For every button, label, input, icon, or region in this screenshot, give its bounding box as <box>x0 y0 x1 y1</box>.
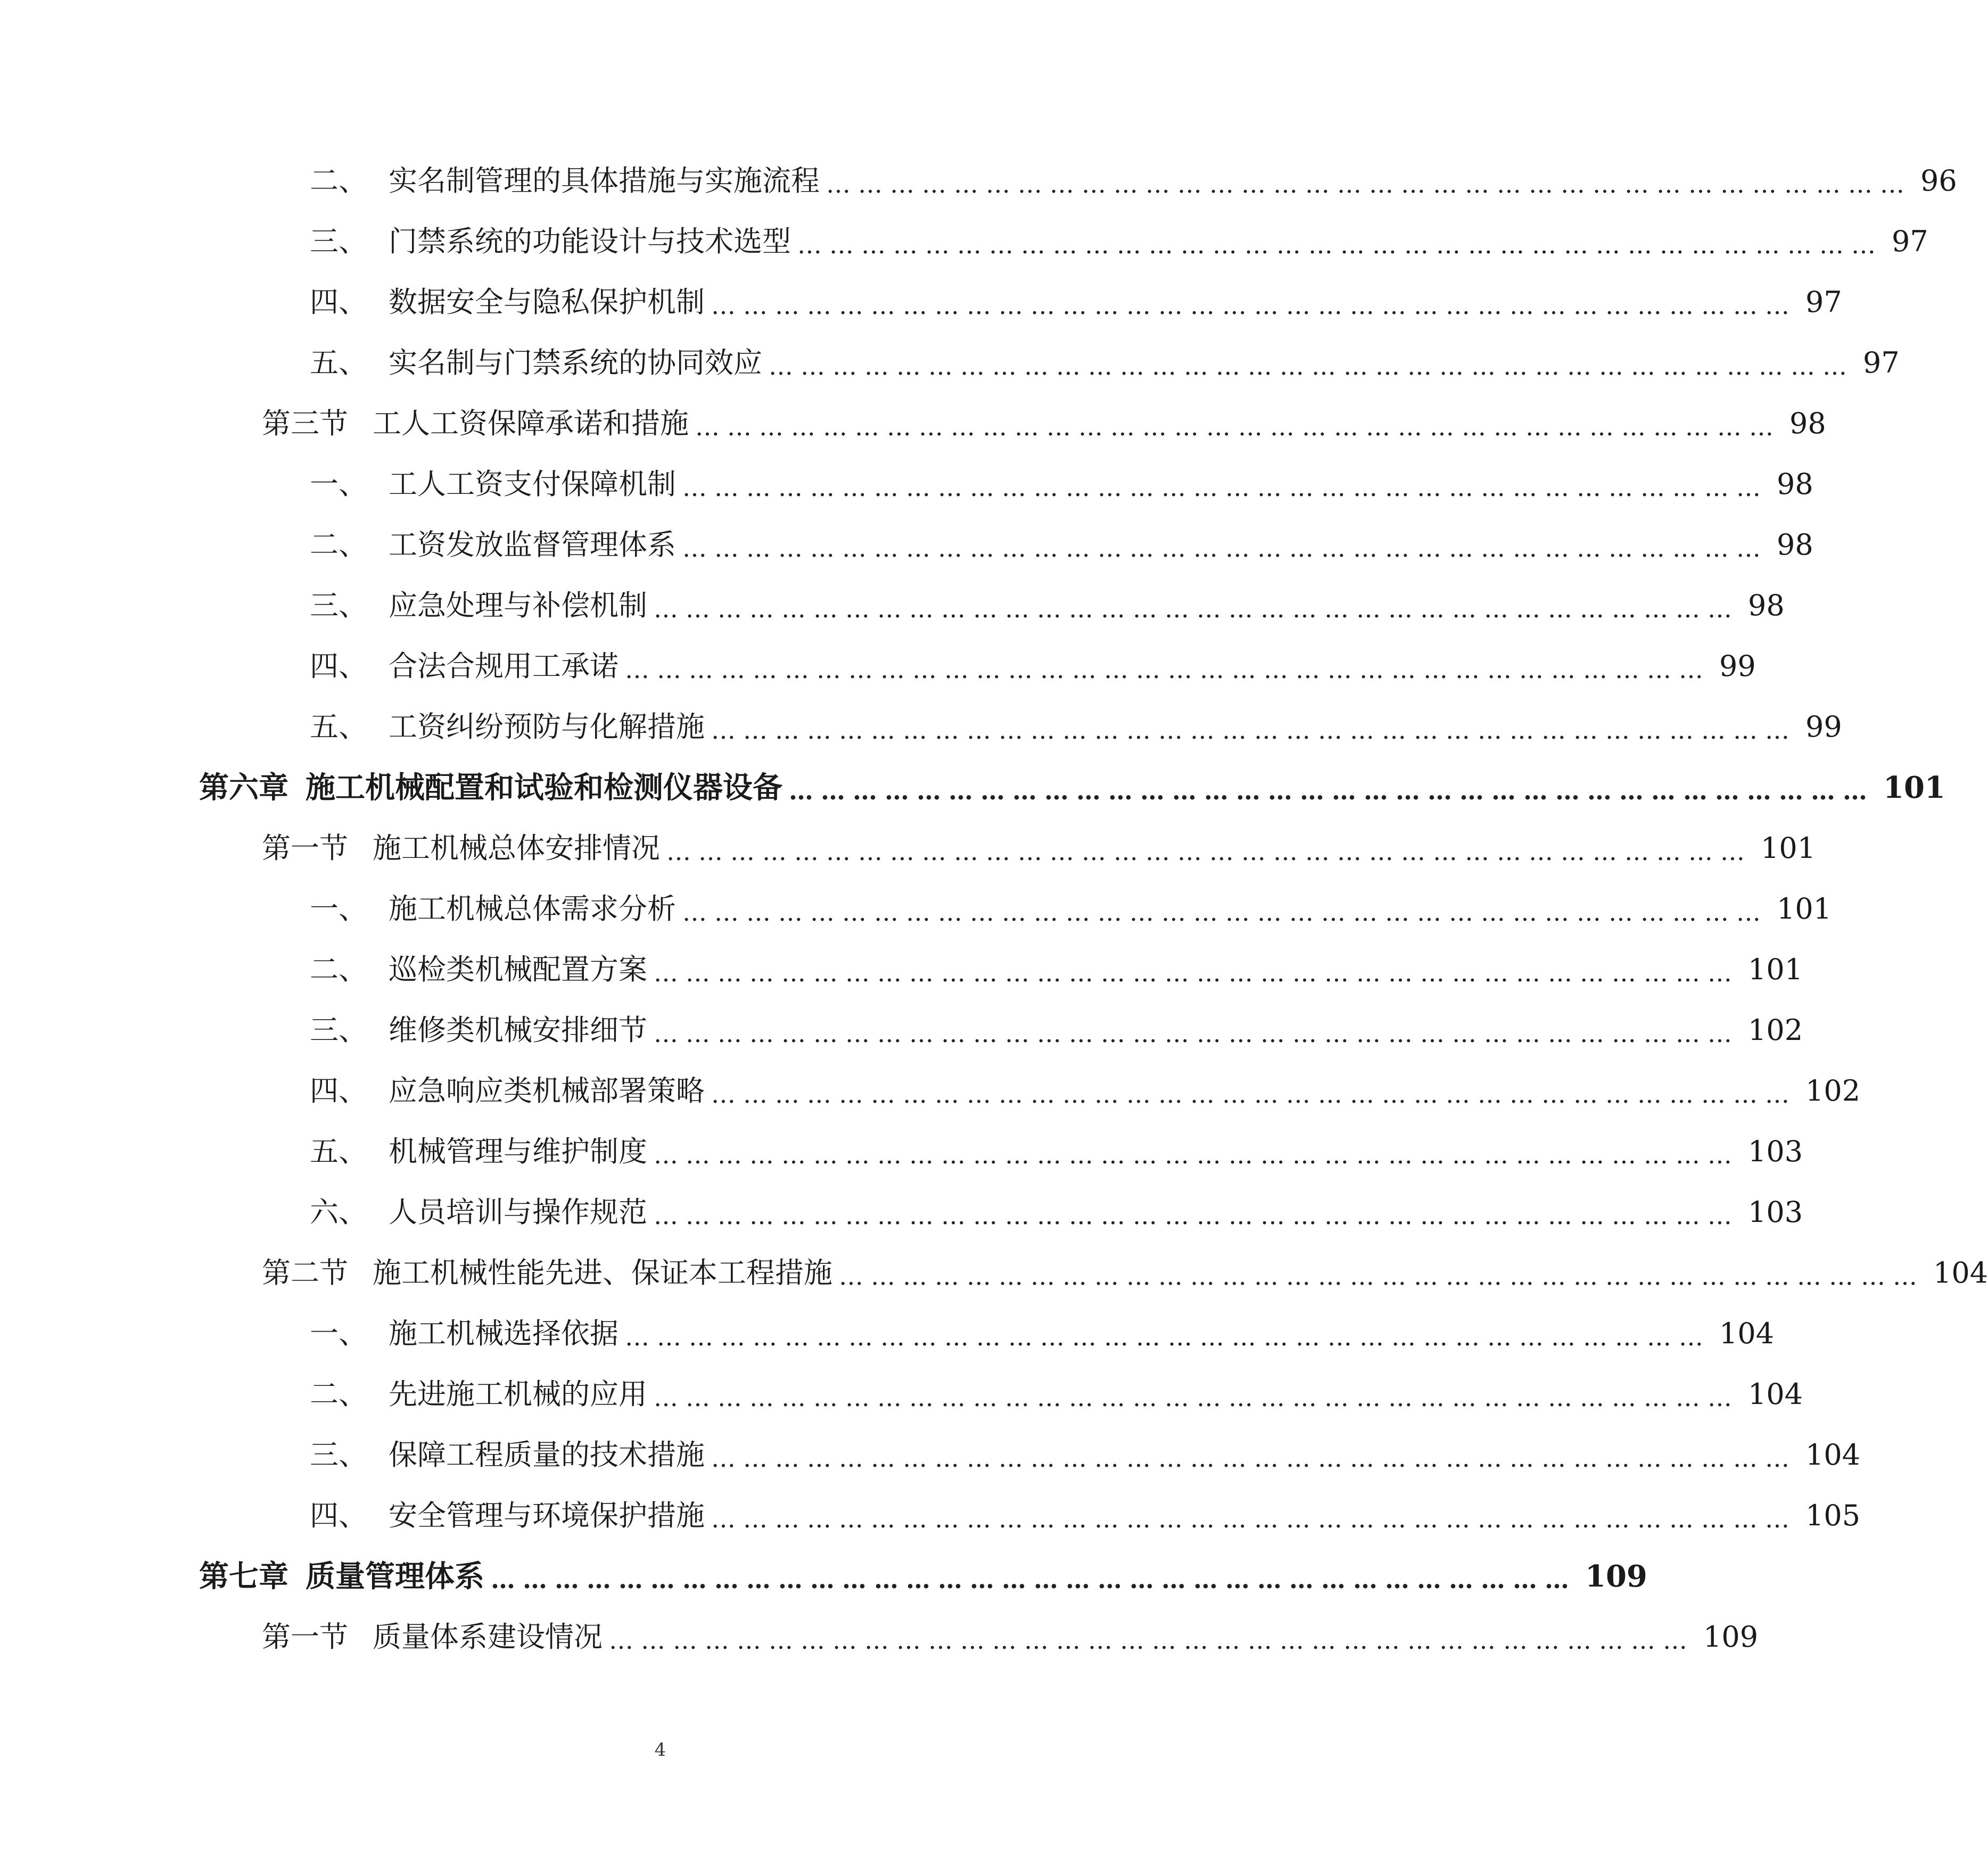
toc-dot-leader: ………………………………………………………………………………………… <box>654 1383 1739 1412</box>
toc-entry[interactable] <box>310 579 1785 632</box>
toc-dot-leader: ………………………………………………………………………………………… <box>491 1565 1577 1594</box>
toc-entry-number: 四、 <box>310 1499 367 1532</box>
toc-entry-number: 五、 <box>310 346 367 379</box>
toc-entry-number: 四、 <box>310 1074 367 1108</box>
toc-entry-page: 96 <box>1920 164 1957 197</box>
toc-entry-title: 安全管理与环境保护措施 <box>389 1499 705 1532</box>
toc-dot-leader: ………………………………………………………………………………………… <box>654 1201 1739 1230</box>
toc-entry-title: 工人工资保障承诺和措施 <box>373 407 689 440</box>
toc-entry-page: 104 <box>1805 1438 1861 1472</box>
toc-entry-page: 97 <box>1863 346 1900 379</box>
toc-entry-page: 98 <box>1748 589 1785 622</box>
toc-entry-title: 施工机械性能先进、保证本工程措施 <box>373 1256 832 1290</box>
toc-dot-leader: ………………………………………………………………………………………… <box>654 1141 1739 1169</box>
toc-entry-number: 三、 <box>310 589 367 622</box>
toc-entry-number: 第七章 <box>199 1559 288 1594</box>
toc-entry[interactable] <box>310 943 1803 996</box>
toc-entry-page: 101 <box>1777 892 1832 926</box>
toc-entry-number: 六、 <box>310 1195 367 1229</box>
toc-entry-page: 105 <box>1805 1499 1861 1532</box>
toc-dot-leader: ………………………………………………………………………………………… <box>682 534 1768 563</box>
toc-entry-page: 104 <box>1933 1256 1988 1290</box>
toc-dot-leader: ………………………………………………………………………………………… <box>711 291 1797 320</box>
toc-entry[interactable] <box>310 276 1842 329</box>
toc-entry-number: 一、 <box>310 467 367 501</box>
toc-entry-number: 第三节 <box>262 407 348 440</box>
toc-dot-leader: ………………………………………………………………………………………… <box>666 837 1752 866</box>
toc-entry-title: 施工机械配置和试验和检测仪器设备 <box>306 770 782 805</box>
toc-entry-page: 104 <box>1748 1377 1803 1411</box>
toc-dot-leader: ………………………………………………………………………………………… <box>654 959 1739 987</box>
toc-entry[interactable] <box>310 1004 1803 1057</box>
toc-entry-title: 工资纠纷预防与化解措施 <box>389 710 705 744</box>
toc-entry-title: 数据安全与隐私保护机制 <box>389 285 705 319</box>
toc-dot-leader: ………………………………………………………………………………………… <box>695 412 1781 441</box>
toc-entry-title: 合法合规用工承诺 <box>389 649 618 683</box>
toc-entry-number: 五、 <box>310 710 367 744</box>
toc-entry[interactable] <box>310 1064 1861 1118</box>
toc-entry-page: 98 <box>1777 528 1813 561</box>
toc-entry-number: 二、 <box>310 953 367 986</box>
toc-dot-leader: ………………………………………………………………………………………… <box>682 473 1768 502</box>
toc-entry-number: 四、 <box>310 285 367 319</box>
toc-entry[interactable] <box>310 882 1832 936</box>
toc-entry[interactable] <box>262 822 1816 875</box>
toc-entry-title: 实名制与门禁系统的协同效应 <box>389 346 762 379</box>
toc-dot-leader: ………………………………………………………………………………………… <box>826 170 1912 199</box>
toc-entry[interactable] <box>262 397 1826 450</box>
toc-dot-leader: ………………………………………………………………………………………… <box>711 1080 1797 1109</box>
toc-entry-page: 99 <box>1805 710 1842 744</box>
toc-entry[interactable] <box>310 1428 1861 1482</box>
toc-entry-title: 施工机械总体安排情况 <box>373 831 660 865</box>
toc-entry-number: 五、 <box>310 1135 367 1168</box>
toc-entry-page: 101 <box>1883 770 1945 805</box>
page-number: 4 <box>654 1739 666 1761</box>
toc-dot-leader: ………………………………………………………………………………………… <box>769 352 1854 381</box>
toc-entry-number: 三、 <box>310 225 367 258</box>
toc-entry-title: 施工机械总体需求分析 <box>389 892 676 926</box>
toc-dot-leader: ………………………………………………………………………………………… <box>839 1262 1925 1291</box>
toc-entry[interactable] <box>310 518 1813 572</box>
toc-chapter-entry[interactable] <box>199 761 1945 814</box>
toc-entry-title: 实名制管理的具体措施与实施流程 <box>389 164 820 197</box>
toc-entry[interactable] <box>310 1307 1775 1360</box>
toc-entry-number: 第六章 <box>199 770 288 805</box>
toc-entry-number: 二、 <box>310 528 367 561</box>
toc-entry-number: 三、 <box>310 1013 367 1047</box>
toc-entry-title: 应急处理与补偿机制 <box>389 589 647 622</box>
toc-entry-title: 机械管理与维护制度 <box>389 1135 647 1168</box>
toc-entry[interactable] <box>310 1125 1803 1178</box>
toc-dot-leader: ………………………………………………………………………………………… <box>625 655 1711 684</box>
toc-dot-leader: ………………………………………………………………………………………… <box>711 1444 1797 1473</box>
toc-entry[interactable] <box>310 700 1842 754</box>
toc-entry-page: 98 <box>1789 407 1826 440</box>
toc-entry-page: 103 <box>1748 1135 1803 1168</box>
toc-entry-page: 103 <box>1748 1195 1803 1229</box>
toc-entry[interactable] <box>310 1186 1803 1239</box>
toc-entry-title: 施工机械选择依据 <box>389 1317 618 1350</box>
toc-entry-title: 人员培训与操作规范 <box>389 1195 647 1229</box>
toc-entry-title: 维修类机械安排细节 <box>389 1013 647 1047</box>
toc-entry-page: 102 <box>1748 1013 1803 1047</box>
toc-entry[interactable] <box>310 154 1957 208</box>
toc-entry-title: 保障工程质量的技术措施 <box>389 1438 705 1472</box>
toc-entry-number: 一、 <box>310 892 367 926</box>
toc-entry-title: 质量管理体系 <box>306 1559 484 1594</box>
toc-entry-number: 四、 <box>310 649 367 683</box>
toc-entry-title: 质量体系建设情况 <box>373 1620 603 1654</box>
toc-entry-page: 101 <box>1761 831 1816 865</box>
toc-entry-page: 102 <box>1805 1074 1861 1108</box>
toc-entry-page: 109 <box>1703 1620 1759 1654</box>
toc-entry-page: 97 <box>1892 225 1928 258</box>
toc-dot-leader: ………………………………………………………………………………………… <box>625 1323 1711 1351</box>
toc-entry-page: 99 <box>1719 649 1756 683</box>
toc-dot-leader: ………………………………………………………………………………………… <box>789 776 1875 805</box>
toc-entry-title: 先进施工机械的应用 <box>389 1377 647 1411</box>
toc-entry[interactable] <box>310 458 1813 511</box>
toc-dot-leader: ………………………………………………………………………………………… <box>609 1626 1695 1655</box>
toc-entry-number: 二、 <box>310 1377 367 1411</box>
toc-entry-page: 109 <box>1585 1559 1647 1594</box>
toc-entry-number: 一、 <box>310 1317 367 1350</box>
toc-entry-title: 工人工资支付保障机制 <box>389 467 676 501</box>
toc-dot-leader: ………………………………………………………………………………………… <box>797 230 1883 259</box>
toc-dot-leader: ………………………………………………………………………………………… <box>654 1019 1739 1048</box>
toc-entry-page: 97 <box>1805 285 1842 319</box>
toc-entry-page: 104 <box>1719 1317 1775 1350</box>
toc-entry-number: 第一节 <box>262 831 348 865</box>
toc-entry-title: 门禁系统的功能设计与技术选型 <box>389 225 791 258</box>
toc-entry[interactable] <box>310 215 1928 268</box>
toc-entry[interactable] <box>262 1610 1759 1664</box>
toc-dot-leader: ………………………………………………………………………………………… <box>711 1505 1797 1533</box>
toc-entry-page: 101 <box>1748 953 1803 986</box>
toc-entry-title: 工资发放监督管理体系 <box>389 528 676 561</box>
toc-entry[interactable] <box>310 1489 1861 1542</box>
toc-dot-leader: ………………………………………………………………………………………… <box>711 716 1797 745</box>
toc-dot-leader: ………………………………………………………………………………………… <box>654 594 1739 623</box>
toc-entry[interactable] <box>310 1368 1803 1421</box>
toc-entry[interactable] <box>262 1246 1988 1300</box>
toc-entry-title: 应急响应类机械部署策略 <box>389 1074 705 1108</box>
toc-dot-leader: ………………………………………………………………………………………… <box>682 898 1768 927</box>
toc-entry-number: 二、 <box>310 164 367 197</box>
toc-entry[interactable] <box>310 640 1756 693</box>
toc-entry[interactable] <box>310 336 1900 390</box>
toc-entry-number: 第二节 <box>262 1256 348 1290</box>
toc-chapter-entry[interactable] <box>199 1550 1647 1603</box>
toc-entry-number: 第一节 <box>262 1620 348 1654</box>
toc-entry-title: 巡检类机械配置方案 <box>389 953 647 986</box>
toc-entry-page: 98 <box>1777 467 1813 501</box>
toc-entry-number: 三、 <box>310 1438 367 1472</box>
